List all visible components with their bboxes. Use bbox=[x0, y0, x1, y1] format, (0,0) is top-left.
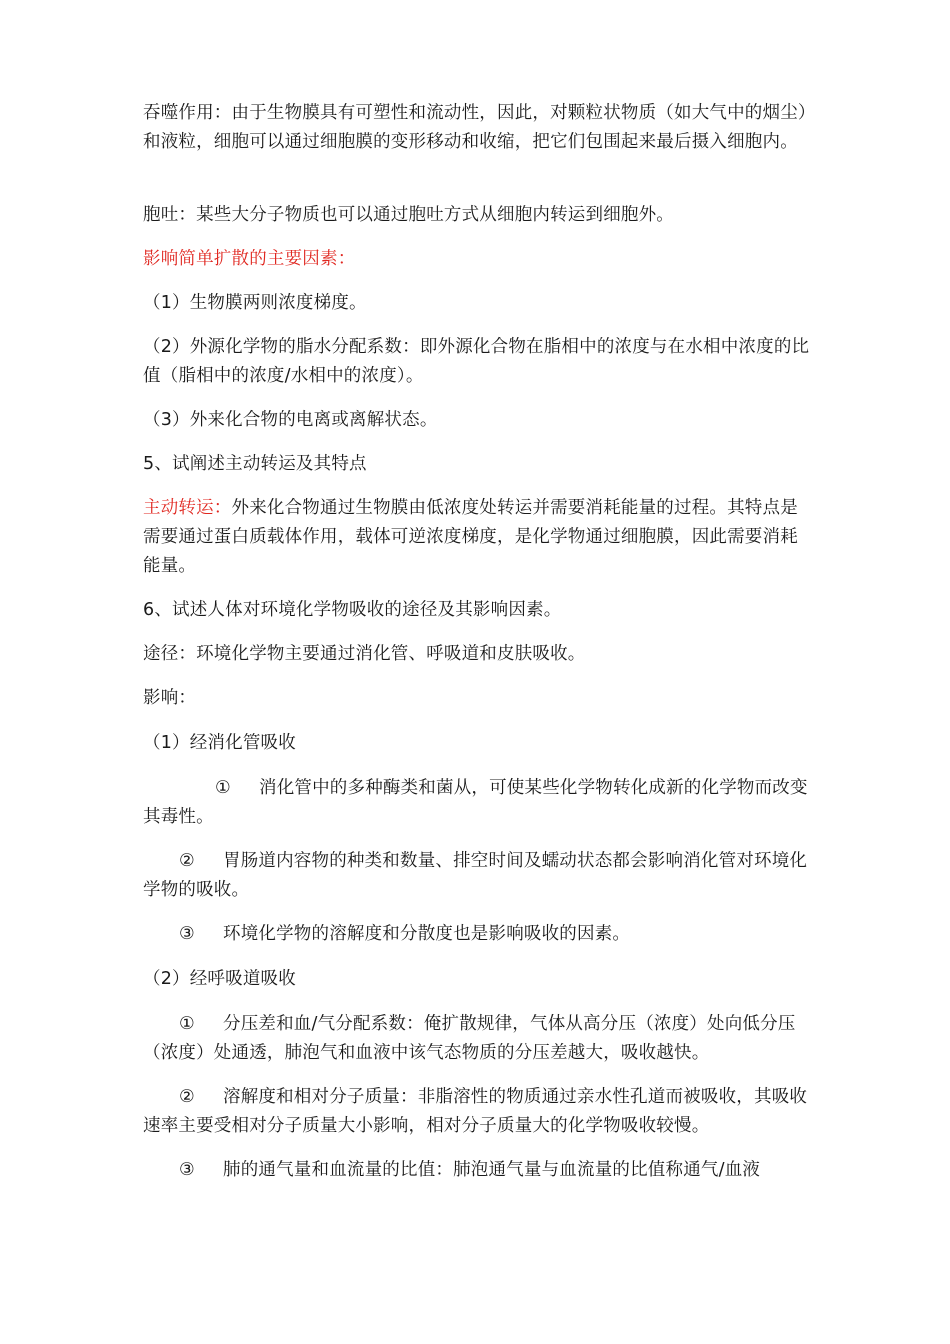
digestive-heading: （1）经消化管吸收 bbox=[143, 733, 296, 753]
digestive-item-3 bbox=[143, 920, 813, 949]
item-number: ③ bbox=[179, 1160, 195, 1180]
active-transport-label: 主动转运： bbox=[143, 498, 232, 518]
item-text: 分压差和血/气分配系数：俺扩散规律，气体从高分压（浓度）处向低分压（浓度）处通透，肺泡气和血液中该气态物质的分压差越大，吸收越快。 bbox=[143, 1014, 796, 1063]
item-number: ③ bbox=[179, 924, 195, 944]
item-text: 溶解度和相对分子质量：非脂溶性的物质通过亲水性孔道而被吸收，其吸收速率主要受相对分子质量大小影响，相对分子质量大的化学物吸收较慢。 bbox=[143, 1087, 808, 1136]
routes-paragraph: 途径：环境化学物主要通过消化管、呼吸道和皮肤吸收。 bbox=[143, 644, 586, 664]
item-text: 环境化学物的溶解度和分散度也是影响吸收的因素。 bbox=[223, 924, 631, 944]
digestive-item-2 bbox=[143, 847, 813, 905]
factor-3: （3）外来化合物的电离或离解状态。 bbox=[143, 410, 438, 430]
item-text: 消化管中的多种酶类和菌从，可使某些化学物转化成新的化学物而改变其毒性。 bbox=[143, 778, 808, 827]
question-5: 5、试阐述主动转运及其特点 bbox=[143, 454, 367, 474]
influence-label: 影响： bbox=[143, 688, 197, 708]
active-transport-paragraph bbox=[143, 494, 813, 581]
respiratory-item-2 bbox=[143, 1083, 813, 1141]
item-text: 胃肠道内容物的种类和数量、排空时间及蠕动状态都会影响消化管对环境化学物的吸收。 bbox=[143, 851, 808, 900]
item-number: ② bbox=[179, 851, 195, 871]
digestive-item-1 bbox=[143, 774, 813, 832]
active-transport-text: 外来化合物通过生物膜由低浓度处转运并需要消耗能量的过程。其特点是需要通过蛋白质载体作用，载体可逆浓度梯度，是化学物通过细胞膜，因此需要消耗能量。 bbox=[143, 498, 798, 576]
item-number: ② bbox=[179, 1087, 195, 1107]
item-number: ① bbox=[215, 778, 231, 798]
respiratory-heading: （2）经呼吸道吸收 bbox=[143, 969, 296, 989]
respiratory-item-1 bbox=[143, 1010, 813, 1068]
question-6: 6、试述人体对环境化学物吸收的途径及其影响因素。 bbox=[143, 600, 562, 620]
respiratory-item-3 bbox=[143, 1156, 813, 1185]
item-number: ① bbox=[179, 1014, 195, 1034]
diffusion-factors-heading: 影响简单扩散的主要因素： bbox=[143, 249, 356, 269]
factor-2: （2）外源化学物的脂水分配系数：即外源化合物在脂相中的浓度与在水相中浓度的比值（脂相中的浓度/水相中的浓度）。 bbox=[143, 337, 810, 386]
exocytosis-paragraph: 胞吐：某些大分子物质也可以通过胞吐方式从细胞内转运到细胞外。 bbox=[143, 205, 674, 225]
factor-1: （1）生物膜两则浓度梯度。 bbox=[143, 293, 367, 313]
item-text: 肺的通气量和血流量的比值：肺泡通气量与血流量的比值称通气/血液 bbox=[223, 1160, 761, 1180]
phagocytosis-paragraph: 吞噬作用：由于生物膜具有可塑性和流动性，因此，对颗粒状物质（如大气中的烟尘）和液粒，细胞可以通过细胞膜的变形移动和收缩，把它们包围起来最后摄入细胞内。 bbox=[143, 103, 807, 152]
